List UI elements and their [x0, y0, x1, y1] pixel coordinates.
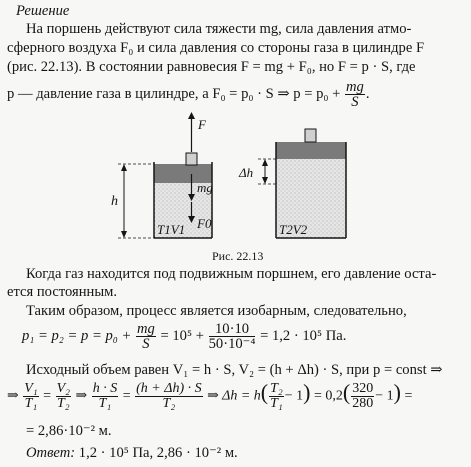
para4-line1: Исходный объем равен V₁ = h · S, V₂ = (h + Δh) · S, при p = const ⇒: [26, 362, 443, 378]
force-up-arrow-icon: [188, 112, 195, 119]
right-piston: [276, 142, 346, 159]
den: 280: [352, 396, 374, 411]
eq-part: =: [122, 388, 131, 404]
answer-label: Ответ:: [26, 445, 76, 461]
eq-part: = 10⁵ +: [160, 327, 204, 344]
den: T₂: [162, 396, 176, 411]
answer-text: 1,2 · 10⁵ Па, 2,86 · 10⁻² м.: [78, 445, 238, 461]
eq-part: p₁ = p₂ = p = p₀ +: [22, 327, 132, 344]
eq-part: = 1,2 · 10⁵ Па.: [260, 327, 347, 344]
height-h-label: h: [111, 194, 118, 209]
answer-line: [26, 445, 238, 462]
fraction: [136, 322, 156, 351]
para1-line4: [7, 80, 370, 109]
left-weight-block: [186, 153, 197, 165]
para2-line1: Когда газ находится под подвижным поршнем, его давление оста-: [26, 266, 437, 282]
fraction: [92, 382, 119, 411]
num: T₂: [270, 381, 283, 396]
fraction: [269, 382, 284, 411]
delta-h-label: Δh: [239, 165, 254, 180]
para3-line1: Таким образом, процесс является изобарным, следовательно,: [26, 303, 407, 319]
fraction: [56, 382, 71, 411]
den: T₁: [270, 396, 283, 411]
den: 50·10⁻⁴: [208, 336, 256, 352]
num: mg: [137, 321, 155, 337]
eq-part: =: [43, 388, 52, 404]
left-state-label: T1V1: [157, 222, 186, 237]
para1-line2: сферного воздуха F₀ и сила давления со стороны газа в цилиндре F: [7, 40, 425, 56]
para1-line4-text: p — давление газа в цилиндре, а F₀ = p₀ · S ⇒ p = p₀ +: [7, 85, 341, 102]
figure-caption: Рис. 22.13: [212, 249, 264, 263]
pressure-equation: [22, 322, 346, 351]
fraction: [23, 382, 38, 411]
fraction-numerator: mg: [346, 79, 364, 95]
solution-heading: Решение: [16, 3, 70, 19]
eq-part: ⇒: [7, 388, 19, 404]
mg-over-s-fraction: [345, 80, 365, 109]
den: T₁: [24, 396, 38, 411]
num: (h + Δh) · S: [136, 381, 202, 396]
para1-line1: На поршень действуют сила тяжести mg, сила давления атмо-: [26, 21, 412, 37]
right-state-label: T2V2: [279, 222, 308, 237]
fraction: [135, 382, 203, 411]
num: V₁: [24, 381, 38, 396]
den: T₂: [56, 396, 70, 411]
eq-part: − 1: [375, 388, 394, 404]
cylinder-figure: [110, 112, 360, 244]
para1-line4-end: .: [365, 85, 370, 102]
eq-part: =: [404, 388, 413, 404]
num: h · S: [92, 381, 118, 396]
right-weight-block: [305, 129, 316, 142]
num: 10·10: [209, 322, 256, 337]
fraction: [351, 382, 374, 411]
para1-line3: (рис. 22.13). В состоянии равновесия F = mg + F₀, но F = p · S, где: [7, 59, 416, 75]
para2-line2: ется постоянным.: [7, 284, 118, 300]
den: S: [142, 336, 150, 352]
weight-mg-label: mg: [197, 180, 213, 195]
num: V₂: [56, 381, 70, 396]
eq-part: ⇒ Δh = h: [207, 388, 261, 404]
volume-equation: ⇒ $\frac{\text{V₁}}{\text{T₁}}$ = $\frac{\text{V₂}}{\text{T₂}}$ ⇒ $\frac{h \cdot S}{\text{T₁}}$ = $\frac{(h + \Delta h) \cdot S}{\text{T₂}}$ ⇒ Δh = h( $\frac{\text{T₂}}{\text{T₁}}$ − 1) = 0,2( $\frac{320}{280}$ − 1) =: [7, 379, 413, 411]
eq-part: − 1: [284, 388, 304, 404]
eq-part: = 0,2: [314, 388, 343, 404]
num: 320: [352, 381, 374, 396]
para4-result: = 2,86·10⁻² м.: [26, 423, 112, 439]
den: T₁: [98, 396, 112, 411]
fraction: [209, 322, 256, 351]
eq-part: ⇒: [75, 388, 88, 404]
force-f0-label: F0: [197, 216, 212, 231]
force-f-label: F: [198, 117, 206, 132]
fraction-denominator: S: [351, 94, 359, 110]
